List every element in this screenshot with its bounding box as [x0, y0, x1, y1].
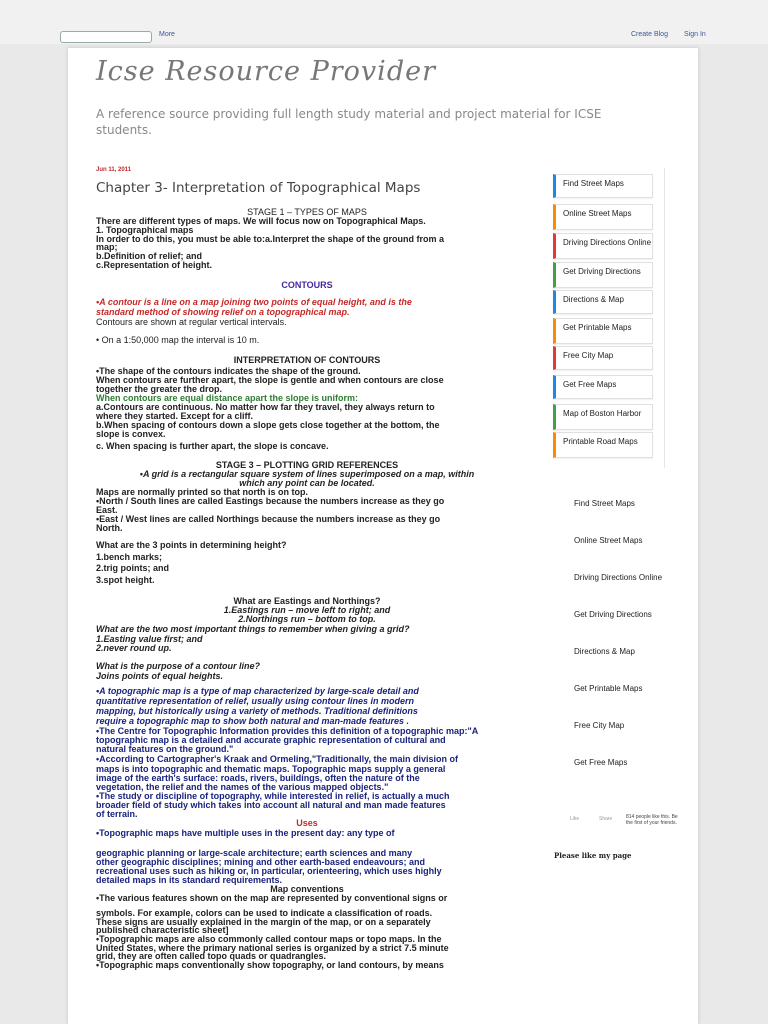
sidebar-ad-link[interactable]: Get Printable Maps	[553, 318, 653, 344]
post-line: East.	[96, 505, 118, 515]
post-line: topographic map is a detailed and accurate graphic representation of cultural and	[96, 735, 446, 745]
post-line: image of the earth's surface: roads, rivers, buildings, often the nature of the	[96, 773, 420, 783]
post-title[interactable]: Chapter 3- Interpretation of Topographical Maps	[96, 180, 421, 196]
like-button[interactable]: Like	[570, 816, 580, 822]
post-line: symbols. For example, colors can be used to indicate a classification of roads.	[96, 908, 433, 918]
post-line: require a topographic map to show both natural and man-made features .	[96, 716, 410, 726]
post-line: Map conventions	[270, 884, 344, 894]
sidebar-ad-link[interactable]: Get Driving Directions	[553, 262, 653, 288]
post-line: 3.spot height.	[96, 575, 155, 585]
sign-in-link[interactable]: Sign In	[684, 31, 706, 38]
post-line: •The study or discipline of topography, while interested in relief, is actually a much	[96, 791, 450, 801]
post-line: Contours are shown at regular vertical intervals.	[96, 317, 287, 327]
post-line: geographic planning or large-scale architecture; earth sciences and many	[96, 848, 413, 858]
post-line: •The Centre for Topographic Information provides this definition of a topographic map:"A	[96, 726, 479, 736]
please-like-heading: Please like my page	[554, 851, 632, 860]
sidebar-ad-link[interactable]: Online Street Maps	[553, 204, 653, 230]
post-line: 2.Northings run – bottom to top.	[238, 614, 376, 624]
navbar-more-link[interactable]: More	[159, 31, 175, 38]
post-line: •North / South lines are called Eastings because the numbers increase as they go	[96, 496, 445, 506]
post-date: Jun 11, 2011	[96, 167, 132, 173]
post-line: •Topographic maps are also commonly called contour maps or topo maps. In the	[96, 934, 442, 944]
post-line: In order to do this, you must be able to:a.Interpret the shape of the ground from a	[96, 234, 445, 244]
post-line: standard method of showing relief on a topographical map.	[96, 307, 350, 317]
post-line: of terrain.	[96, 809, 138, 819]
post-line: grid, they are often called topo quads or quadrangles.	[96, 951, 327, 961]
post-line: a.Contours are continuous. No matter how far they travel, they always return to	[96, 402, 435, 412]
post-line: There are different types of maps. We will focus now on Topographical Maps.	[96, 216, 426, 226]
post-line: where they started. Except for a cliff.	[96, 411, 254, 421]
post-line: •The shape of the contours indicates the shape of the ground.	[96, 366, 361, 376]
post-line: When contours are further apart, the slope is gentle and when contours are close	[96, 375, 444, 385]
post-line: United States, where the primary national series is organized by a strict 7.5 minute	[96, 943, 449, 953]
post-line: which any point can be located.	[239, 478, 375, 488]
sidebar-ad-link[interactable]: Directions & Map	[553, 290, 653, 314]
post-line: Maps are normally printed so that north is on top.	[96, 487, 309, 497]
post-line: map;	[96, 242, 118, 252]
post-line: •Topographic maps conventionally show topography, or land contours, by means	[96, 960, 444, 970]
post-line: mapping, but historically using a variety of methods. Traditional definitions	[96, 706, 418, 716]
post-line: •Topographic maps have multiple uses in the present day: any type of	[96, 828, 395, 838]
top-navbar	[0, 0, 768, 44]
post-line: 2.trig points; and	[96, 563, 169, 573]
post-line: published characteristic sheet]	[96, 925, 229, 935]
post-line: When contours are equal distance apart the slope is uniform:	[96, 393, 359, 403]
sidebar-ad-link[interactable]: Find Street Maps	[553, 174, 653, 198]
navbar-search-input[interactable]	[60, 31, 152, 43]
post-line: What are the 3 points in determining height?	[96, 540, 287, 550]
post-line: Uses	[296, 818, 318, 828]
sidebar-ad-link[interactable]: Map of Boston Harbor	[553, 404, 653, 430]
post-line: 1.Eastings run – move left to right; and	[223, 605, 391, 615]
post-line: What are Eastings and Northings?	[233, 596, 381, 606]
post-line: North.	[96, 523, 123, 533]
post-line: 1.bench marks;	[96, 552, 163, 562]
post-line: 1. Topographical maps	[96, 225, 194, 235]
sidebar-ad-link[interactable]: Driving Directions Online	[553, 233, 653, 259]
post-line: detailed maps in its standard requirements.	[96, 875, 283, 885]
sidebar-ad-link[interactable]: Free City Map	[553, 346, 653, 370]
post-line: slope is convex.	[96, 429, 166, 439]
post-line: What is the purpose of a contour line?	[96, 661, 261, 671]
post-line: •A contour is a line on a map joining two points of equal height, and is the	[96, 297, 412, 307]
post-line: together the greater the drop.	[96, 384, 223, 394]
like-count: 814 people like this. Be the first of your friends.	[626, 814, 678, 826]
post-line: other geographic disciplines; mining and other earth-based endeavours; and	[96, 857, 426, 867]
sidebar-text-link[interactable]: Get Driving Directions	[574, 610, 652, 619]
post-line: natural features on the ground."	[96, 744, 234, 754]
sidebar-text-link[interactable]: Get Printable Maps	[574, 684, 643, 693]
sidebar-ad-link[interactable]: Get Free Maps	[553, 375, 653, 399]
post-line: CONTOURS	[281, 280, 333, 290]
post-line: recreational uses such as hiking or, in particular, orienteering, which uses highly	[96, 866, 442, 876]
sidebar-text-link[interactable]: Online Street Maps	[574, 536, 643, 545]
post-line: STAGE 1 – TYPES OF MAPS	[247, 207, 367, 217]
post-line: •The various features shown on the map are represented by conventional signs or	[96, 893, 448, 903]
blog-description: A reference source providing full length study material and project material for ICSE students.	[96, 107, 602, 137]
post-line: • On a 1:50,000 map the interval is 10 m.	[96, 335, 260, 345]
post-line: •East / West lines are called Northings because the numbers increase as they go	[96, 514, 441, 524]
post-line: b.When spacing of contours down a slope gets close together at the bottom, the	[96, 420, 440, 430]
blog-title[interactable]: Icse Resource Provider	[96, 56, 436, 87]
post-line: INTERPRETATION OF CONTOURS	[233, 355, 381, 365]
post-line: These signs are usually explained in the margin of the map, or on a separately	[96, 917, 431, 927]
sidebar-text-link[interactable]: Directions & Map	[574, 647, 635, 656]
sidebar-text-link[interactable]: Find Street Maps	[574, 499, 635, 508]
post-line: STAGE 3 – PLOTTING GRID REFERENCES	[215, 460, 399, 470]
sidebar-text-link[interactable]: Driving Directions Online	[574, 573, 663, 582]
post-line: maps is into topographic and thematic maps. Topographic maps supply a general	[96, 764, 446, 774]
post-line: •A topographic map is a type of map characterized by large-scale detail and	[96, 686, 419, 696]
post-line: quantitative representation of relief, usually using contour lines in modern	[96, 696, 415, 706]
sidebar-text-link[interactable]: Get Free Maps	[574, 758, 628, 767]
share-button[interactable]: Share	[599, 816, 613, 822]
create-blog-link[interactable]: Create Blog	[631, 31, 668, 38]
post-line: •According to Cartographer's Kraak and Ormeling,"Traditionally, the main division of	[96, 754, 458, 764]
post-line: c. When spacing is further apart, the slope is concave.	[96, 441, 329, 451]
post-line: vegetation, the relief and the names of the various mapped objects."	[96, 782, 389, 792]
post-line: Joins points of equal heights.	[96, 671, 224, 681]
post-line: 2.never round up.	[96, 643, 172, 653]
post-line: 1.Easting value first; and	[96, 634, 203, 644]
post-line: broader field of study which takes into account all natural and man made features	[96, 800, 446, 810]
post-line: b.Definition of relief; and	[96, 251, 202, 261]
sidebar-text-link[interactable]: Free City Map	[574, 721, 625, 730]
sidebar-ad-link[interactable]: Printable Road Maps	[553, 432, 653, 458]
post-line: •A grid is a rectangular square system of lines superimposed on a map, within	[139, 469, 475, 479]
post-line: c.Representation of height.	[96, 260, 213, 270]
post-line: What are the two most important things to remember when giving a grid?	[96, 624, 410, 634]
